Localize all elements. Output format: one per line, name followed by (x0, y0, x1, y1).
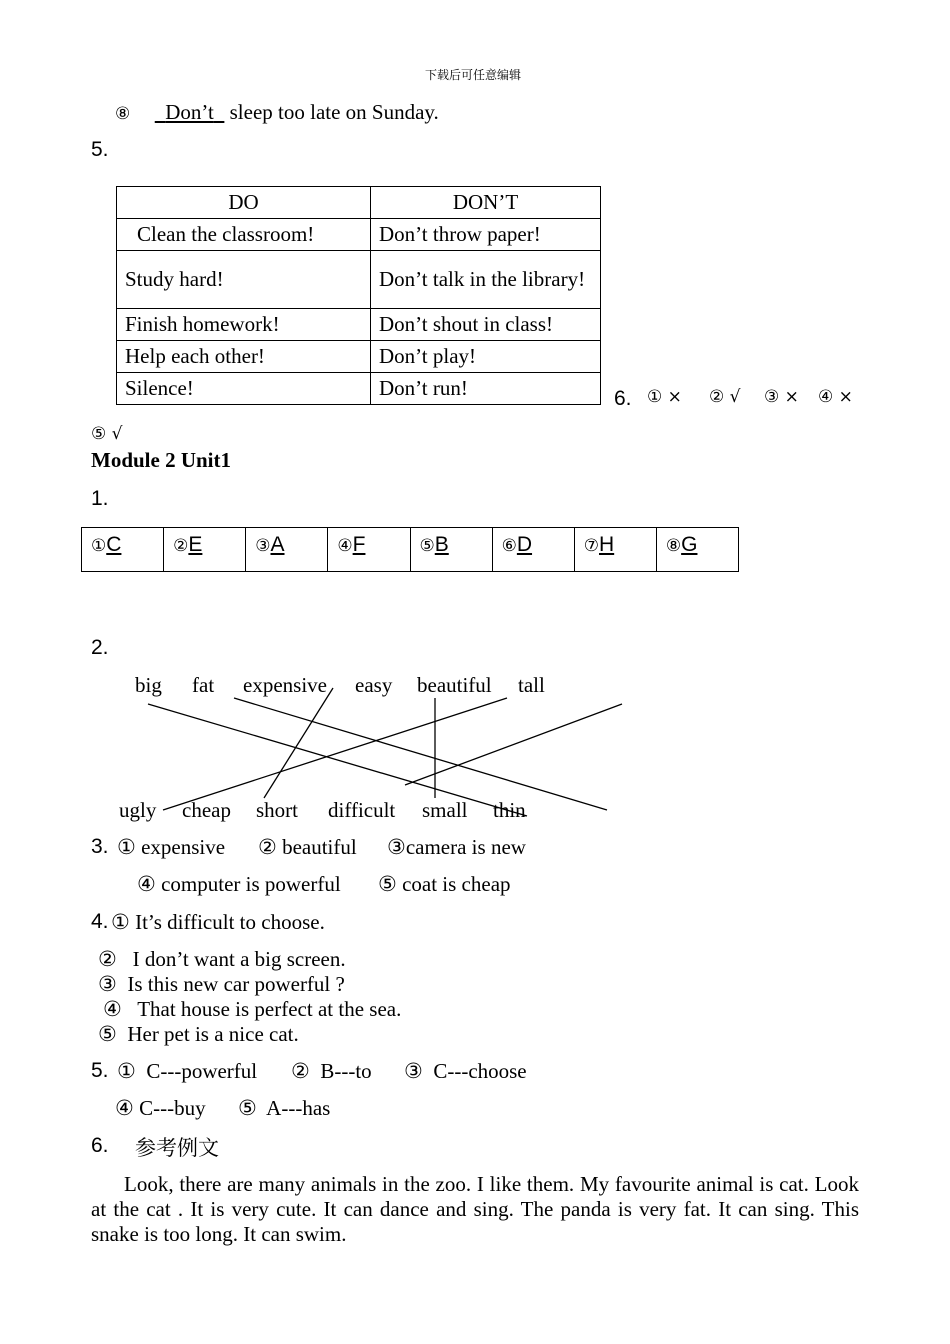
dont-cell: Don’t play! (371, 341, 601, 373)
section-5b-item: ③ C---choose (404, 1059, 527, 1083)
section-5-label: 5. (91, 138, 109, 161)
module-title: Module 2 Unit1 (91, 448, 232, 472)
answer-cell: ①C (82, 528, 164, 572)
section-1-label: 1. (91, 487, 109, 510)
dont-cell: Don’t run! (371, 373, 601, 405)
section-6a-item: ④ × (818, 387, 853, 407)
section-4-item: ② I don’t want a big screen. (98, 947, 346, 971)
section-5b-item: ⑤ A---has (238, 1096, 331, 1120)
do-cell: Silence! (117, 373, 371, 405)
dont-cell: Don’t throw paper! (371, 219, 601, 251)
answer-cell: ⑧G (656, 528, 738, 572)
header-do: DO (117, 187, 371, 219)
sample-paragraph: Look, there are many animals in the zoo. I like them. My favourite animal is cat. Look at the cat . It is very cute. It can dance and sing. The panda is very fat. It can sing. This snake is too long. It can swim. (91, 1172, 859, 1246)
do-cell: Help each other! (117, 341, 371, 373)
bottom-word: difficult (328, 798, 396, 822)
section-3-item: ② beautiful (258, 835, 357, 859)
section-5b-item: ④ C---buy (115, 1096, 206, 1120)
top-word: beautiful (417, 673, 492, 697)
section-4-item: ④ That house is perfect at the sea. (103, 997, 402, 1021)
section-2-label: 2. (91, 636, 109, 659)
section-4-item: ③ Is this new car powerful ? (98, 972, 345, 996)
section-3-item: ⑤ coat is cheap (378, 872, 511, 896)
dont-cell: Don’t talk in the library! (371, 251, 601, 309)
section-6a-item-last: ⑤ √ (91, 424, 123, 444)
section-3-label: 3. (91, 835, 109, 858)
section-3-item: ④ computer is powerful (137, 872, 341, 896)
match-line-fat-thin (234, 698, 607, 810)
answer-cell: ②E (164, 528, 246, 572)
answer-cell: ⑥D (492, 528, 574, 572)
section-6a-item: ③ × (764, 387, 799, 407)
item-8-answer: Don’t (165, 100, 214, 124)
section-6a-item: ② √ (709, 387, 741, 407)
answer-cell: ⑤B (410, 528, 492, 572)
match-line-beautiful-ugly (163, 698, 507, 810)
section-4-item: ① It’s difficult to choose. (111, 910, 325, 934)
section-6a-item: ① × (647, 387, 682, 407)
top-word: tall (518, 673, 545, 697)
section-4-item: ⑤ Her pet is a nice cat. (98, 1022, 299, 1046)
do-cell: Finish homework! (117, 309, 371, 341)
answer-cell: ④F (328, 528, 410, 572)
section-3-item: ③camera is new (387, 835, 526, 859)
answer-cell: ③A (246, 528, 328, 572)
top-word: easy (355, 673, 393, 697)
match-line-expensive-cheap (264, 688, 333, 798)
do-cell: Clean the classroom! (117, 219, 371, 251)
top-word: expensive (243, 673, 327, 697)
section-3-item: ① expensive (117, 835, 226, 859)
section-5b-label: 5. (91, 1059, 109, 1082)
top-word: big (135, 673, 162, 697)
header-dont: DON’T (371, 187, 601, 219)
bottom-word: thin (493, 798, 526, 822)
do-cell: Study hard! (117, 251, 371, 309)
answer-cell: ⑦H (574, 528, 656, 572)
item-8-rest: sleep too late on Sunday. (229, 100, 439, 124)
section-5b-item: ② B---to (291, 1059, 372, 1083)
section-4-label: 4. (91, 910, 109, 933)
top-word: fat (192, 673, 215, 697)
item-8-number: ⑧ (115, 104, 131, 124)
section-6a-label: 6. (614, 387, 632, 410)
section-6b-title: 参考例文 (135, 1136, 219, 1160)
match-line-tall-short (405, 704, 622, 785)
bottom-word: cheap (182, 798, 231, 822)
bottom-word: short (256, 798, 298, 822)
section-5b-item: ① C---powerful (117, 1059, 258, 1083)
header-note: 下载后可任意编辑 (425, 68, 522, 82)
dont-cell: Don’t shout in class! (371, 309, 601, 341)
bottom-word: ugly (119, 798, 157, 822)
bottom-word: small (422, 798, 468, 822)
section-6b-label: 6. (91, 1134, 109, 1157)
